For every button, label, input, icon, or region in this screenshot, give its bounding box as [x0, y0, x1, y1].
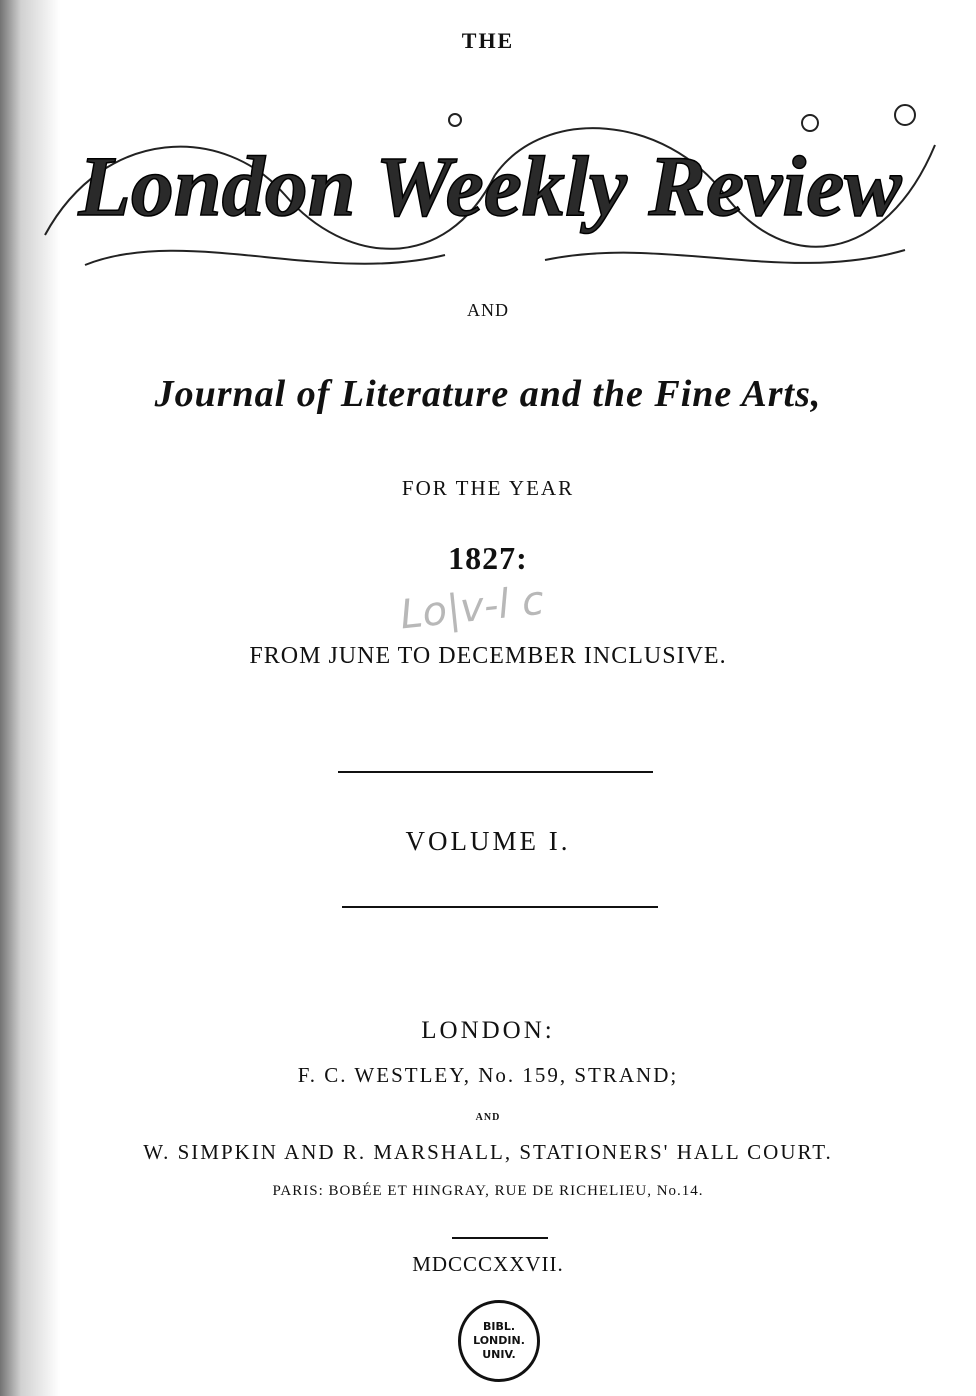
- rule-divider: [342, 906, 658, 908]
- imprint-publisher-1: F. C. WESTLEY, No. 159, STRAND;: [297, 1063, 679, 1087]
- subtitle: Journal of Literature and the Fine Arts,: [154, 373, 822, 415]
- article-the: THE: [461, 28, 515, 53]
- stamp-line: UNIV.: [482, 1348, 516, 1361]
- masthead-title-text: London Weekly Review: [78, 138, 902, 234]
- date-range: FROM JUNE TO DECEMBER INCLUSIVE.: [249, 643, 727, 669]
- rule-divider: [452, 1237, 548, 1239]
- for-the-year: FOR THE YEAR: [401, 476, 575, 500]
- stamp-line: BIBL.: [482, 1320, 516, 1333]
- rule-divider: [338, 771, 653, 773]
- year: 1827:: [448, 540, 528, 576]
- imprint-city: LONDON:: [421, 1017, 555, 1044]
- library-stamp: [458, 1300, 540, 1382]
- imprint-paris: PARIS: BOBÉE ET HINGRAY, RUE DE RICHELIEU, No.14.: [272, 1183, 704, 1199]
- conjunction-and: AND: [467, 300, 509, 320]
- stamp-line: LONDIN.: [473, 1334, 525, 1347]
- roman-year: MDCCCXXVII.: [412, 1252, 564, 1276]
- pencil-annotation: Lo|v-l c: [397, 577, 547, 639]
- imprint-publisher-2: W. SIMPKIN AND R. MARSHALL, STATIONERS' HALL COURT.: [143, 1140, 833, 1164]
- masthead-title: [25, 85, 955, 295]
- imprint-and: AND: [475, 1112, 501, 1123]
- volume: VOLUME I.: [405, 826, 571, 856]
